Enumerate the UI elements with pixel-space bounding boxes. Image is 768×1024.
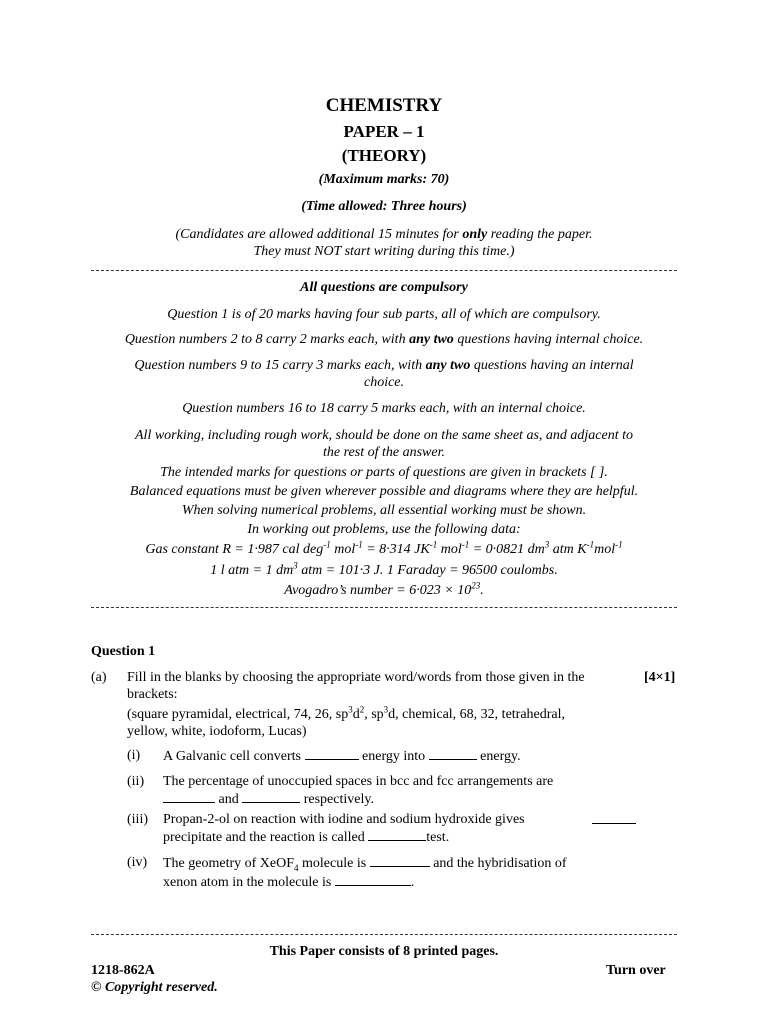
list-item-line2: precipitate and the reaction is called test. [163,830,450,845]
instruction-numerical: When solving numerical problems, all essential working must be shown. [181,503,587,518]
reading-time-note: (Candidates are allowed additional 15 minutes for only reading the paper. [175,227,593,242]
list-item: The geometry of XeOF$_4$ molecule is and the hybridisation of [163,856,567,873]
instruction-q3-line2: choice. [363,375,405,390]
fill-blank [429,747,477,760]
item-number: (iii) [127,812,148,827]
fill-blank [163,790,215,803]
options-list-line2: yellow, white, iodoform, Lucas) [127,724,307,739]
item-number: (iv) [127,855,148,870]
divider-bottom [91,934,677,935]
units-line: 1 l atm = 1 $dm^3$ atm = 101·3 J. 1 Faraday = 96500 coulombs. [210,560,558,578]
instruction-working: All working, including rough work, should be done on the same sheet as, and adjacent to [135,428,633,443]
maximum-marks: (Maximum marks: 70) [318,172,450,187]
fill-blank [592,811,636,824]
gas-constant-line: Gas constant R = 1·987 cal deg$^{-1}$ mol$^{-1}$ = 8·314 $JK^{-1}$ mol$^{-1}$ = 0·0821 $dm^3$ atm $K^{-1}mol^{-1}$ [145,539,623,557]
instruction-working-line2: the rest of the answer. [323,445,445,460]
instruction-q3: Question numbers 9 to 15 carry 3 marks each, with any two questions having an internal [134,358,634,373]
page-count-note: This Paper consists of 8 printed pages. [269,944,499,959]
reading-time-note-line2: They must NOT start writing during this time.) [253,244,515,259]
list-item-line2: and respectively. [163,790,374,808]
list-item-line2: xenon atom in the molecule is . [163,875,415,890]
copyright-notice: © Copyright reserved. [91,980,218,995]
part-a-instruction-line2: brackets: [127,687,178,702]
paper-number: PAPER – 1 [343,122,425,141]
fill-blank [335,873,411,886]
instructions-heading: All questions are compulsory [300,280,468,295]
subject-title: CHEMISTRY [325,95,443,116]
instruction-q1: Question 1 is of 20 marks having four sub parts, all of which are compulsory. [167,307,601,322]
marks-indicator: [4×1] [644,670,676,685]
paper-type: (THEORY) [341,146,427,165]
paper-code: 1218-862A [91,963,155,978]
list-item: The percentage of unoccupied spaces in bcc and fcc arrangements are [163,774,554,789]
instruction-balanced: Balanced equations must be given wherever possible and diagrams where they are helpful. [129,484,639,499]
question-title: Question 1 [91,644,156,659]
turn-over-note: Turn over [606,963,666,978]
options-list: (square pyramidal, electrical, 74, 26, $sp^3d^2$, $sp^3d$, chemical, 68, 32, tetrahedral, [127,704,566,722]
item-number: (i) [127,748,141,763]
divider-middle [91,607,677,608]
instruction-data-intro: In working out problems, use the following data: [247,522,521,537]
instruction-q4: Question numbers 16 to 18 carry 5 marks each, with an internal choice. [182,401,586,416]
avogadro-line: Avogadro’s number = $6\cdot 023 \times 10^{23}$. [284,580,484,598]
time-allowed: (Time allowed: Three hours) [301,199,467,214]
fill-blank [305,747,359,760]
fill-blank [370,854,430,867]
fill-blank [242,790,300,803]
instruction-marks-brackets: The intended marks for questions or parts of questions are given in brackets [ ]. [160,465,608,480]
item-number: (ii) [127,774,145,789]
list-item: Propan-2-ol on reaction with iodine and sodium hydroxide gives [163,812,525,827]
instruction-q2: Question numbers 2 to 8 carry 2 marks each, with any two questions having internal choice. [124,332,644,347]
fill-blank [368,828,426,841]
part-a-instruction: Fill in the blanks by choosing the appropriate word/words from those given in the [127,670,585,685]
list-item: A Galvanic cell converts energy into energy. [163,749,521,764]
divider-top [91,270,677,271]
part-a-label: (a) [91,670,107,685]
